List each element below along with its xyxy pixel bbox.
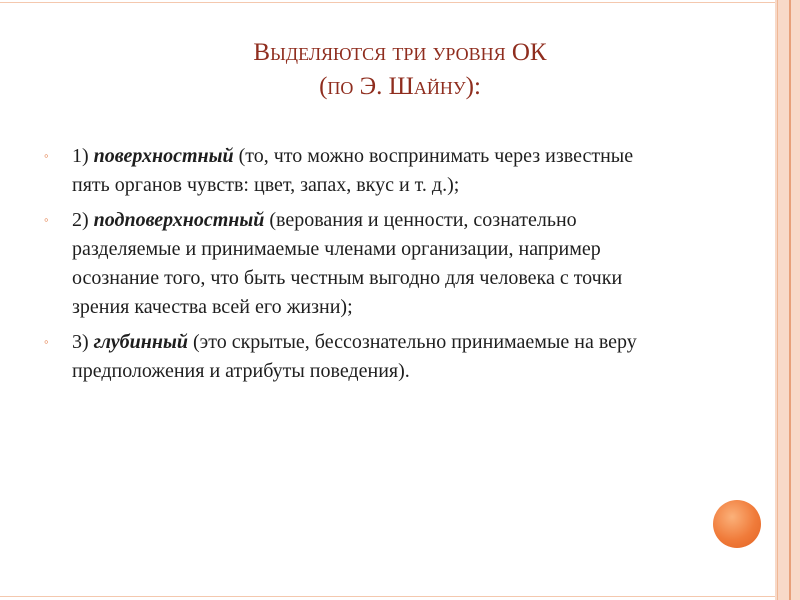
frame-right-inner-line bbox=[777, 0, 778, 600]
item-number: 2) bbox=[72, 209, 94, 231]
list-item bbox=[44, 328, 664, 386]
item-text: (то, что можно воспринимать через известные пять органов чувств: цвет, запах, вкус и т. д.); bbox=[72, 145, 634, 196]
item-term: поверхностный bbox=[93, 145, 234, 167]
bullet-icon: ◦ bbox=[44, 148, 49, 163]
title-line-2: (по Э. Шайну): bbox=[319, 73, 481, 100]
frame-right-band bbox=[775, 0, 800, 600]
slide-content bbox=[44, 142, 664, 392]
item-number: 3) bbox=[72, 331, 94, 353]
frame-bottom-line bbox=[0, 596, 800, 597]
item-text: (это скрытые, бессознательно принимаемые на веру предположения и атрибуты поведения). bbox=[72, 331, 637, 382]
item-term: подповерхностный bbox=[93, 209, 265, 231]
list-item bbox=[44, 142, 664, 200]
orange-circle-icon bbox=[713, 500, 761, 548]
frame-top-line bbox=[0, 2, 800, 3]
bullet-icon: ◦ bbox=[44, 334, 49, 349]
frame-right-outer-line bbox=[789, 0, 791, 600]
bullet-icon: ◦ bbox=[44, 212, 49, 227]
list-item bbox=[44, 206, 664, 322]
item-term: глубинный bbox=[93, 331, 188, 353]
slide-title bbox=[120, 36, 680, 104]
title-line-1: Выделяются три уровня ОК bbox=[253, 39, 547, 66]
item-text: (верования и ценности, сознательно разделяемые и принимаемые членами организации, например осознание того, что быть честным выгодно для человека с точки зрения качества всей его жизни); bbox=[72, 209, 623, 318]
item-number: 1) bbox=[72, 145, 94, 167]
